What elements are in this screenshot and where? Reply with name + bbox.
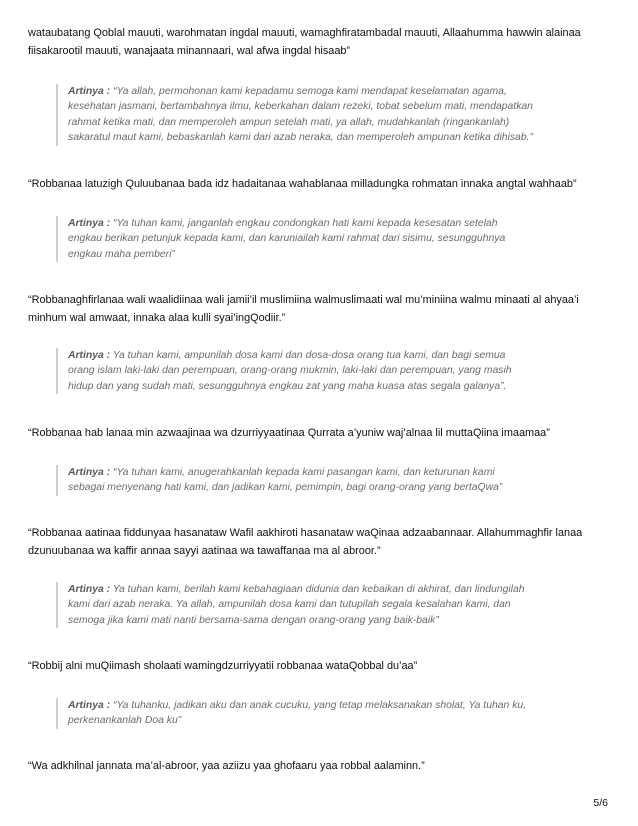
translation-quote-2: Artinya : “Ya tuhan kami, janganlah engkau condongkan hati kami kepada kesesatan setelah engkau berikan petunjuk kepada kami, dan karuniailah kami rahmat dari sisimu, sesungguhnya engkau maha pemberi” [56,216,588,262]
translation-quote-3: Artinya : Ya tuhan kami, ampunilah dosa kami dan dosa-dosa orang tua kami, dan bagi semua orang islam laki-laki dan perempuan, orang-orang mukmin, laki-laki dan perempuan, yang masih hidup dan yang sudah mati, sesungguhnya engkau zat yang maha kuasa atas segala galanya”. [56,348,588,394]
prayer-paragraph-2: “Robbanaa latuzigh Quluubanaa bada idz hadaitanaa wahablanaa milladungka rohmatan innaka angtal wahhaab” [28,178,577,190]
translation-quote-4: Artinya : “Ya tuhan kami, anugerahkanlah kepada kami pasangan kami, dan keturunan kami sebagai menyenang hati kami, dan jadikan kami, pemimpin, bagi orang-orang yang bertaQwa” [56,465,588,496]
prayer-paragraph-5: “Robbanaa aatinaa fiddunyaa hasanataw Wafil aakhiroti hasanataw waQinaa adzaabannaar. Allahummaghfir lanaa dzunuubanaa wa kaffir annaa sayyi aatinaa wa tawaffanaa ma al abroor.” [28,527,583,557]
translation-label: Artinya : [68,350,111,361]
prayer-paragraph-1: wataubatang Qoblal mauuti, warohmatan ingdal mauuti, wamaghfiratambadal mauuti, Allaahumma hawwin alainaa fiisakarootil mauuti, wanajaata minannaari, wal afwa ingdal hisaab” [28,27,581,57]
page-number: 5/6 [593,797,608,809]
translation-quote-6: Artinya : “Ya tuhanku, jadikan aku dan anak cucuku, yang tetap melaksanakan sholat, Ya tuhan ku, perkenankanlah Doa ku” [56,698,588,729]
prayer-paragraph-3: “Robbanaghfirlanaa wali waalidiinaa wali jamii’il muslimiina walmuslimaati wal mu’miniina walmu minaati al ahyaa’i minhum wal amwaat, innaka alaa kulli syai’ingQodiir.” [28,294,579,324]
translation-quote-1: Artinya : “Ya allah, permohonan kami kepadamu semoga kami mendapat keselamatan agama, kesehatan jasmani, bertambahnya ilmu, keberkahan dalam rezeki, tobat sebelum mati, mendapatkan rahmat ketika mati, dan memperoleh ampun setelah mati, ya allah, mudahkanlah (ringankanlah) sakaratul maut kami, bebaskanlah kami dari azab neraka, dan memperoleh ampunan ketika dihisab.” [56,84,588,146]
translation-label: Artinya : [68,700,111,711]
prayer-paragraph-7: “Wa adkhilnal jannata ma’al-abroor, yaa aziizu yaa ghofaaru yaa robbal aalaminn.” [28,760,425,772]
prayer-paragraph-6: “Robbij alni muQiimash sholaati wamingdzurriyyatii robbanaa wataQobbal du’aa” [28,660,418,672]
translation-label: Artinya : [68,86,111,97]
translation-label: Artinya : [68,218,111,229]
prayer-paragraph-4: “Robbanaa hab lanaa min azwaajinaa wa dzurriyyaatinaa Qurrata a’yuniw waj’alnaa lil muttaQiina imaamaa” [28,427,550,439]
translation-label: Artinya : [68,584,111,595]
translation-label: Artinya : [68,467,111,478]
translation-quote-5: Artinya : Ya tuhan kami, berilah kami kebahagiaan didunia dan kebaikan di akhirat, dan lindungilah kami dari azab neraka. Ya allah, ampunilah dosa kami dan tutupilah segala kesalahan kami, dan semoga jika kami mati nanti bersama-sama dengan orang-orang yang baik-baik” [56,582,588,628]
